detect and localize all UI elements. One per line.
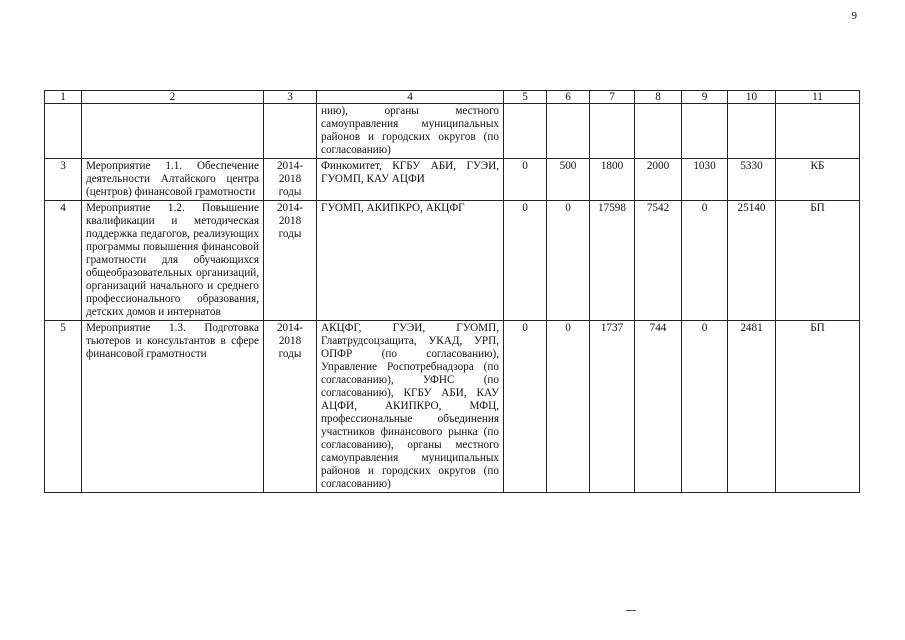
value-cell: 0 xyxy=(547,201,590,321)
source-cell xyxy=(776,104,860,159)
value-cell: 0 xyxy=(682,321,728,493)
source-cell: БП xyxy=(776,201,860,321)
value-cell xyxy=(504,104,547,159)
value-cell: 744 xyxy=(635,321,682,493)
header-cell: 1 xyxy=(45,91,82,104)
header-cell: 7 xyxy=(590,91,635,104)
header-row xyxy=(45,91,860,104)
source-cell: КБ xyxy=(776,159,860,201)
value-cell xyxy=(547,104,590,159)
header-cell: 5 xyxy=(504,91,547,104)
header-cell: 4 xyxy=(317,91,504,104)
value-cell: 0 xyxy=(682,201,728,321)
executors-cell: Финкомитет, КГБУ АБИ, ГУЭИ, ГУОМП, КАУ АЦФИ xyxy=(317,159,504,201)
value-cell: 7542 xyxy=(635,201,682,321)
header-cell: 8 xyxy=(635,91,682,104)
activity-cell: Мероприятие 1.1. Обеспечение деятельности Алтайского центра (центров) финансовой грамотности xyxy=(82,159,264,201)
value-cell: 1800 xyxy=(590,159,635,201)
header-cell: 11 xyxy=(776,91,860,104)
table-row xyxy=(45,321,860,493)
period-cell: 2014-2018 годы xyxy=(264,201,317,321)
page-number: 9 xyxy=(851,10,857,22)
activity-cell: Мероприятие 1.3. Подготовка тьютеров и консультантов в сфере финансовой грамотности xyxy=(82,321,264,493)
executors-cell: нию), органы местного самоуправления муниципальных районов и городских округов (по согласованию) xyxy=(317,104,504,159)
row-number-cell: 3 xyxy=(45,159,82,201)
activities-table xyxy=(44,90,860,493)
value-cell: 1737 xyxy=(590,321,635,493)
value-cell: 0 xyxy=(504,201,547,321)
header-cell: 6 xyxy=(547,91,590,104)
executors-cell: АКЦФГ, ГУЭИ, ГУОМП, Главтрудсоцзащита, УКАД, УРП, ОПФР (по согласованию), Управление Роспотребнадзора (по согласованию), УФНС (по согласованию), КГБУ АБИ, КАУ АЦФИ, АКИПКРО, МФЦ, профессиональные объединения участников финансового рынка (по согласованию), органы местного самоуправления муниципальных районов и городских округов (по согласованию) xyxy=(317,321,504,493)
table-row xyxy=(45,159,860,201)
value-cell xyxy=(590,104,635,159)
period-cell: 2014-2018 годы xyxy=(264,159,317,201)
row-number-cell: 4 xyxy=(45,201,82,321)
total-cell xyxy=(728,104,776,159)
activity-cell xyxy=(82,104,264,159)
executors-cell: ГУОМП, АКИПКРО, АКЦФГ xyxy=(317,201,504,321)
source-cell: БП xyxy=(776,321,860,493)
row-number-cell: 5 xyxy=(45,321,82,493)
header-cell: 10 xyxy=(728,91,776,104)
value-cell: 17598 xyxy=(590,201,635,321)
value-cell: 0 xyxy=(504,321,547,493)
total-cell: 5330 xyxy=(728,159,776,201)
period-cell xyxy=(264,104,317,159)
scan-mark xyxy=(626,610,636,611)
value-cell xyxy=(682,104,728,159)
value-cell: 0 xyxy=(504,159,547,201)
value-cell: 500 xyxy=(547,159,590,201)
header-cell: 9 xyxy=(682,91,728,104)
row-number-cell xyxy=(45,104,82,159)
value-cell: 1030 xyxy=(682,159,728,201)
header-cell: 2 xyxy=(82,91,264,104)
activity-cell: Мероприятие 1.2. Повышение квалификации и методическая поддержка педагогов, реализующих программы повышения финансовой грамотности для обучающихся общеобразовательных организаций, организаций начального и среднего профессионального образования, детских домов и интернатов xyxy=(82,201,264,321)
value-cell: 0 xyxy=(547,321,590,493)
period-cell: 2014-2018 годы xyxy=(264,321,317,493)
value-cell xyxy=(635,104,682,159)
header-cell: 3 xyxy=(264,91,317,104)
table-row xyxy=(45,104,860,159)
table-row xyxy=(45,201,860,321)
total-cell: 25140 xyxy=(728,201,776,321)
value-cell: 2000 xyxy=(635,159,682,201)
total-cell: 2481 xyxy=(728,321,776,493)
